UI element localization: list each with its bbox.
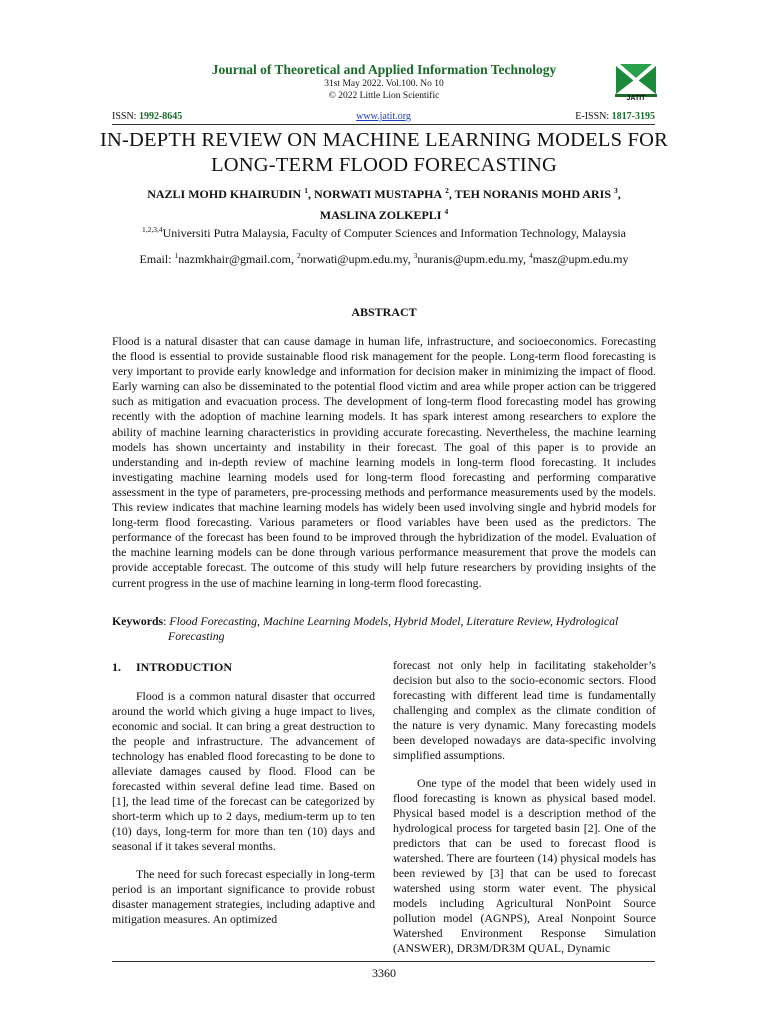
paragraph: forecast not only help in facilitating stakeholder’s decision but also to the socio-economic sectors. Flood forecasting with different lead time is fundamentally challenging and complex as the climate condition of the nature is very dynamic. Many forecasting models been developed nowadays are data-specific involving simplified assumptions. (393, 658, 656, 762)
author-name: NORWATI MUSTAPHA (313, 187, 443, 201)
keywords: Keywords: Flood Forecasting, Machine Learning Models, Hybrid Model, Literature Review, Hydrological Forecasting (112, 614, 656, 644)
author-name: TEH NORANIS MOHD ARIS (454, 187, 612, 201)
author-list: NAZLI MOHD KHAIRUDIN $^1$, NORWATI MUSTAPHA $^2$, TEH NORANIS MOHD ARIS $^3$, MASLINA ZOLKEPLI $^4$ (147, 186, 621, 222)
issn-row (112, 111, 655, 125)
journal-title: Journal of Theoretical and Applied Information Technology (211, 62, 557, 77)
email-address[interactable]: nazmkhair@gmail.com (178, 252, 291, 266)
keywords-line-2: Forecasting (168, 629, 225, 643)
paragraph: The need for such forecast especially in long-term period is an important significance to provide robust disaster management strategies, including adaptive and mitigation measures. An optimized (112, 867, 375, 926)
right-column (393, 658, 656, 969)
author-name: MASLINA ZOLKEPLI (319, 208, 442, 222)
paper-title: IN-DEPTH REVIEW ON MACHINE LEARNING MODELS FOR LONG-TERM FLOOD FORECASTING (100, 129, 668, 176)
issn-value: 1992-8645 (138, 111, 183, 122)
email-address[interactable]: nuranis@upm.edu.my (417, 252, 523, 266)
email-address[interactable]: norwati@upm.edu.my (300, 252, 408, 266)
abstract-heading: ABSTRACT (351, 305, 417, 319)
paragraph: Flood is a common natural disaster that occurred around the world which giving a huge impact to lives, economic and social. It can bring a great destruction to the people and infrastructure. The advancement of technology has enabled flood forecasting to be done to alleviate damages caused by flood. Flood can be forecasted within several define lead time. Based on [1], the lead time of the forecast can be categorized by short-term which up to 2 days, medium-term up to ten (10) days, long-term for more than ten (10) days and seasonal if it takes several months. (112, 689, 375, 853)
paragraph: One type of the model that been widely used in flood forecasting is known as physical based model. Physical based model is a description method of the hydrological process for targeted basin [2]. One of the predictors that can be used to forecast flood is watershed. There are fourteen (14) physical models has been reviewed by [3] that can be used to forecast watershed using storm water event. The physical models including Agricultural NonPoint Source pollution model (AGNPS), Areal Nonpoint Source Watershed Environment Response Simulation (ANSWER), DR3M/DR3M QUAL, Dynamic (393, 776, 656, 955)
logo-text: JATIT (626, 95, 646, 102)
page-number: 3360 (372, 966, 396, 980)
keywords-label: Keywords (112, 614, 164, 628)
section-heading: 1. INTRODUCTION (112, 660, 233, 674)
affiliation: $^{1,2,3,4}$Universiti Putra Malaysia, Faculty of Computer Sciences and Information Technology, Malaysia (141, 225, 626, 240)
issn: ISSN: 1992-8645 (112, 111, 183, 122)
eissn: E-ISSN: 1817-3195 (575, 111, 655, 122)
website-link[interactable]: www.jatit.org (356, 111, 411, 122)
email-address[interactable]: masz@upm.edu.my (532, 252, 629, 266)
abstract-text: Flood is a natural disaster that can cause damage in human life, infrastructure, and socioeconomics. Forecasting the flood is essential to provide sustainable flood risk management for the people. Long-term flood forecasting is very important to provide early knowledge and information for decision maker in minimizing the impact of flood. Early warning can also be disseminated to the potential flood victim and area while proper action can be triggered such as mitigation and evacuation process. The development of long-term flood forecasting model has growing recently with the adoption of machine learning models. It has spark interest among researchers to explore the ability of machine learning characteristics in providing accurate forecasting. Nevertheless, the machine learning models has shown uncertainty and instability in their forecast. The goal of this paper is to provide an understanding and in-depth review of machine learning models in long-term flood forecasting. It includes investigating machine learning models used for long-term flood forecasting and performing comparative assessment in the type of parameters, pre-processing methods and performance measurements used by the models. This review indicates that machine learning models has widely been used involving single and hybrid models for long-term flood forecasting. Various parameters or flood variables have been used as the predictors. The performance of the forecast has been found to be improved through the hybridization of the model. Evaluation of the machine learning models can be done through various performance measurement that prove the models can provide acceptable forecast. The outcome of this study will help future researchers by providing insights of the current progress in the use of machine learning in long-term flood forecasting. (112, 334, 656, 590)
footer-divider (112, 961, 655, 962)
left-column (112, 658, 375, 940)
header-divider (112, 124, 655, 125)
website-link-wrap (112, 111, 655, 122)
email-line: Email: $^1$nazmkhair@gmail.com, $^2$norwati@upm.edu.my, $^3$nuranis@upm.edu.my, $^4$masz@upm.edu.my (139, 251, 629, 266)
issue-info: 31st May 2022. Vol.100. No 10 (324, 79, 444, 89)
eissn-value: 1817-3195 (611, 111, 655, 122)
keywords-line-1: Flood Forecasting, Machine Learning Models, Hybrid Model, Literature Review, Hydrological (169, 614, 619, 628)
copyright-line: © 2022 Little Lion Scientific (328, 91, 440, 101)
author-name: NAZLI MOHD KHAIRUDIN (147, 187, 302, 201)
